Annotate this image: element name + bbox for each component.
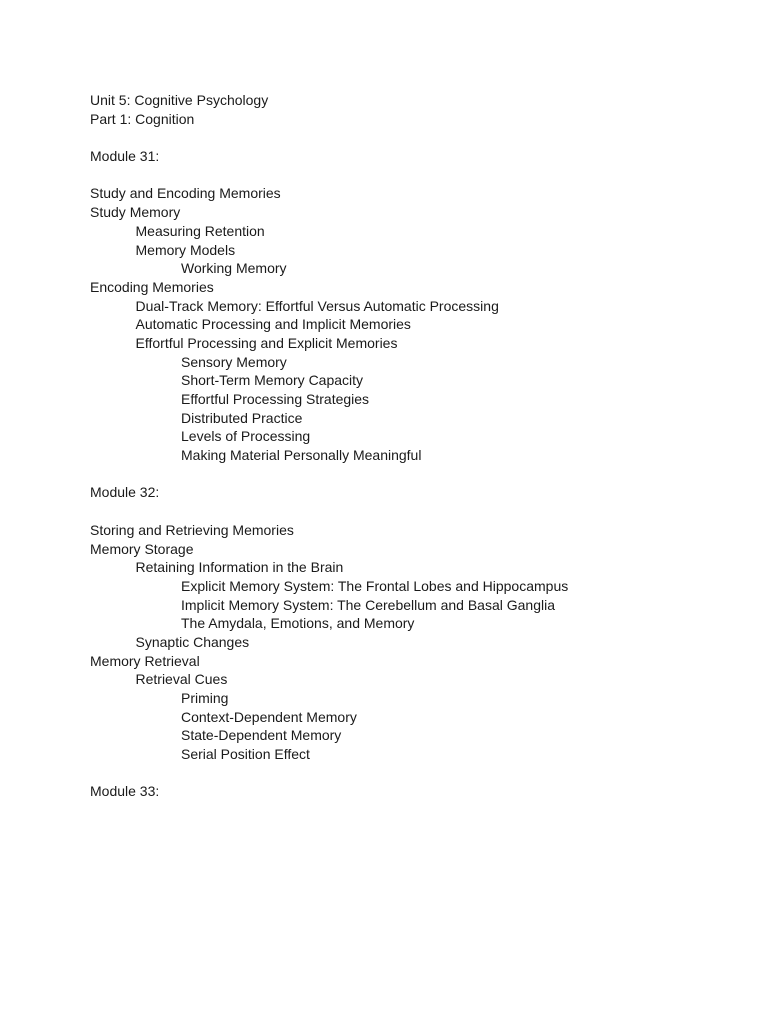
module-33-label: Module 33: bbox=[90, 783, 160, 800]
item-distributed-practice: Distributed Practice bbox=[181, 409, 303, 426]
spacer bbox=[90, 166, 730, 185]
item-making-material-meaningful: Making Material Personally Meaningful bbox=[181, 447, 422, 464]
spacer bbox=[90, 465, 730, 484]
subsection-effortful-processing: Effortful Processing and Explicit Memories bbox=[135, 334, 398, 351]
subsection-measuring-retention: Measuring Retention bbox=[135, 222, 265, 239]
subsection-memory-models: Memory Models bbox=[135, 241, 236, 258]
module-32-heading: Storing and Retrieving Memories bbox=[90, 521, 294, 538]
module-32-label: Module 32: bbox=[90, 484, 160, 501]
subsection-retaining-information: Retaining Information in the Brain bbox=[135, 559, 344, 576]
item-context-dependent-memory: Context-Dependent Memory bbox=[181, 708, 357, 725]
item-serial-position-effect: Serial Position Effect bbox=[181, 746, 310, 763]
subsection-automatic-processing: Automatic Processing and Implicit Memories bbox=[135, 316, 411, 333]
item-short-term-memory-capacity: Short-Term Memory Capacity bbox=[181, 372, 364, 389]
spacer bbox=[90, 502, 730, 521]
item-effortful-processing-strategies: Effortful Processing Strategies bbox=[181, 391, 370, 407]
item-priming: Priming bbox=[181, 690, 229, 706]
document-page bbox=[90, 91, 730, 801]
module-31-label: Module 31: bbox=[90, 148, 160, 165]
section-memory-retrieval: Memory Retrieval bbox=[90, 652, 200, 669]
item-explicit-memory-system: Explicit Memory System: The Frontal Lobes and Hippocampus bbox=[181, 577, 569, 594]
section-study-memory: Study Memory bbox=[90, 204, 181, 221]
section-encoding-memories: Encoding Memories bbox=[90, 278, 214, 295]
spacer bbox=[90, 128, 730, 147]
subsection-dual-track-memory: Dual-Track Memory: Effortful Versus Automatic Processing bbox=[135, 297, 499, 314]
subsection-retrieval-cues: Retrieval Cues bbox=[135, 671, 228, 688]
section-memory-storage: Memory Storage bbox=[90, 540, 194, 557]
item-levels-of-processing: Levels of Processing bbox=[181, 428, 311, 445]
item-amygdala-emotions-memory: The Amydala, Emotions, and Memory bbox=[181, 615, 415, 632]
subsection-synaptic-changes: Synaptic Changes bbox=[135, 633, 250, 650]
module-31-heading: Study and Encoding Memories bbox=[90, 185, 281, 202]
item-state-dependent-memory: State-Dependent Memory bbox=[181, 727, 342, 744]
spacer bbox=[90, 764, 730, 783]
part-title: Part 1: Cognition bbox=[90, 110, 195, 127]
unit-title: Unit 5: Cognitive Psychology bbox=[90, 92, 269, 108]
item-working-memory: Working Memory bbox=[181, 260, 287, 277]
item-sensory-memory: Sensory Memory bbox=[181, 353, 287, 370]
item-implicit-memory-system: Implicit Memory System: The Cerebellum and Basal Ganglia bbox=[181, 596, 556, 613]
